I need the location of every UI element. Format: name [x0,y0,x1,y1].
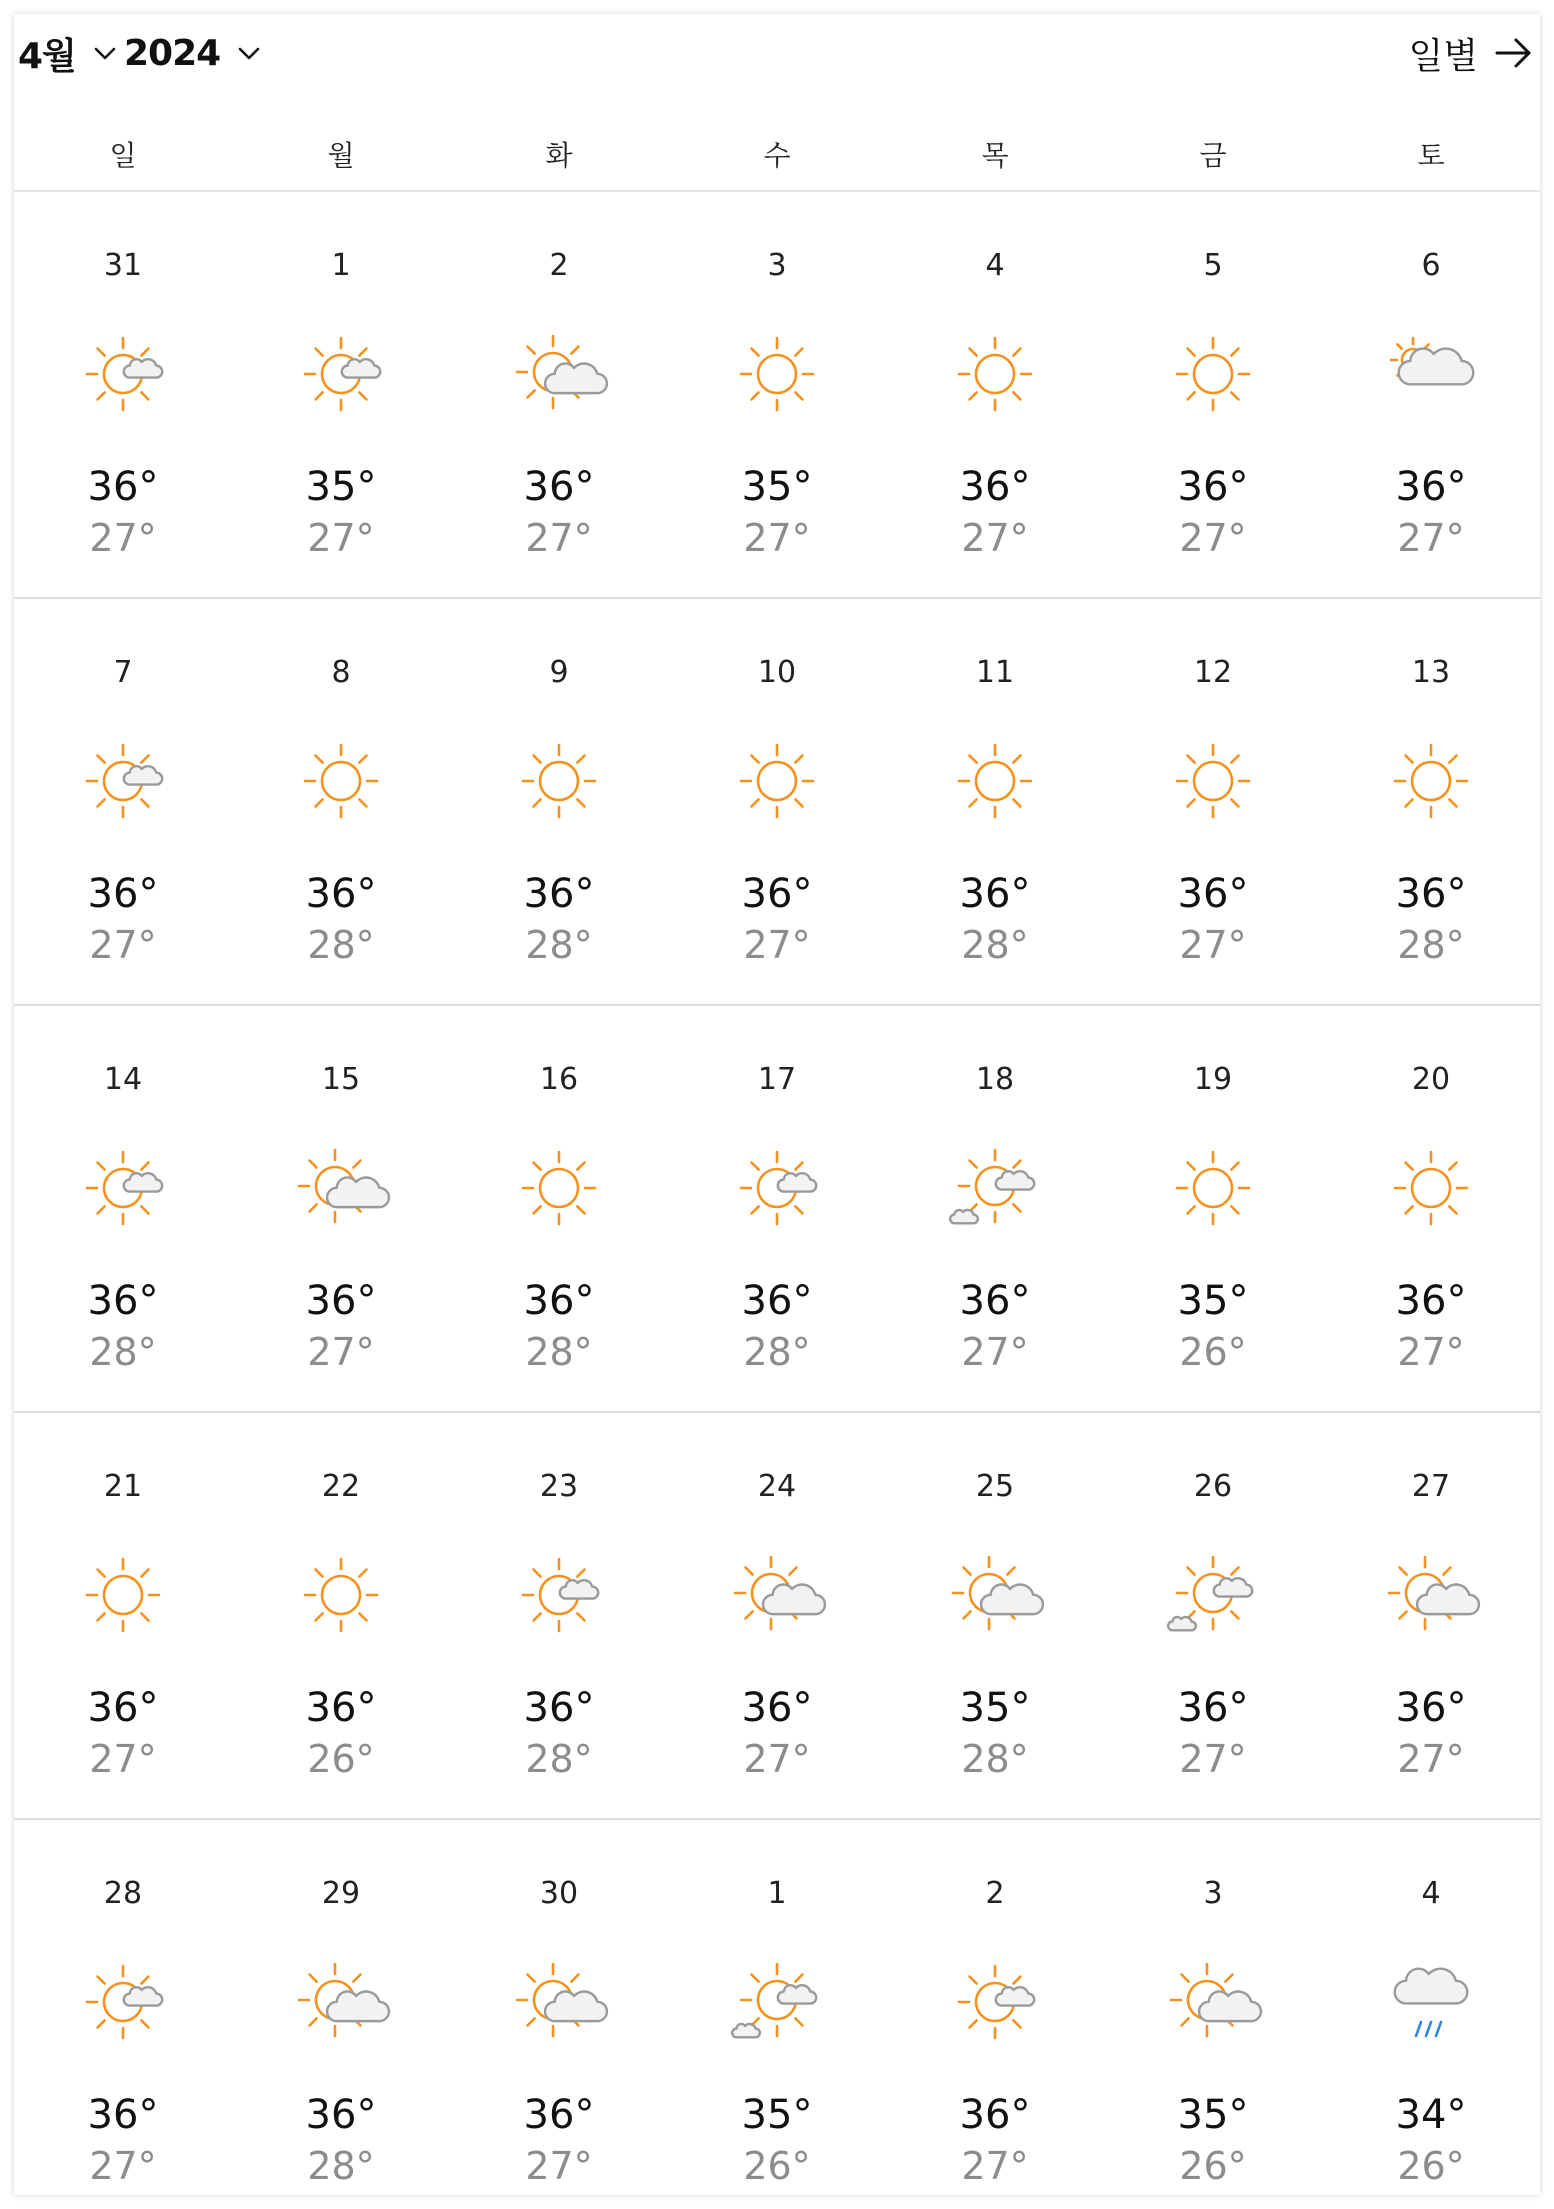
day-cell[interactable] [14,599,232,1004]
day-date: 21 [103,1469,143,1504]
day-date: 16 [539,1062,579,1097]
day-date: 7 [113,655,133,690]
day-cell[interactable] [14,1413,232,1818]
sun-icon [1381,1138,1481,1238]
high-temp: 36° [1177,464,1249,510]
sun-small-cloud-icon [291,324,391,424]
low-temp: 27° [89,1737,157,1781]
sun-small-cloud-icon [945,1952,1045,2052]
low-temp: 27° [961,2144,1029,2188]
day-date: 26 [1193,1469,1233,1504]
low-temp: 27° [1179,516,1247,560]
high-temp: 34° [1395,2092,1467,2138]
sun-icon [509,731,609,831]
week-row [14,599,1540,1006]
sun-big-cloud-icon [509,1952,609,2052]
day-cell[interactable] [1322,1413,1540,1818]
sun-big-cloud-icon [727,1545,827,1645]
day-date: 17 [757,1062,797,1097]
day-cell[interactable] [450,599,668,1004]
day-date: 8 [331,655,351,690]
high-temp: 36° [305,2092,377,2138]
weekday-label: 토 [1417,139,1445,172]
high-temp: 35° [305,464,377,510]
calendar-grid [14,192,1540,2209]
high-temp: 36° [523,1278,595,1324]
day-cell[interactable] [886,1006,1104,1411]
daily-view-link[interactable] [1408,28,1534,78]
cloud-rain-icon [1381,1952,1481,2052]
day-date: 15 [321,1062,361,1097]
low-temp: 27° [307,1330,375,1374]
day-cell[interactable] [668,599,886,1004]
day-date: 27 [1411,1469,1451,1504]
week-row [14,1413,1540,1820]
high-temp: 36° [305,1685,377,1731]
high-temp: 35° [959,1685,1031,1731]
high-temp: 36° [305,871,377,917]
day-cell[interactable] [1104,1413,1322,1818]
high-temp: 35° [741,2092,813,2138]
day-date: 23 [539,1469,579,1504]
day-cell[interactable] [668,1413,886,1818]
low-temp: 26° [1179,2144,1247,2188]
sun-icon [945,324,1045,424]
day-cell[interactable] [232,1413,450,1818]
low-temp: 28° [961,923,1029,967]
high-temp: 35° [1177,2092,1249,2138]
year-label: 2024 [124,32,221,74]
low-temp: 27° [961,1330,1029,1374]
high-temp: 36° [523,1685,595,1731]
day-cell[interactable] [668,1820,886,2209]
day-date: 28 [103,1876,143,1911]
low-temp: 28° [89,1330,157,1374]
low-temp: 28° [525,923,593,967]
high-temp: 36° [523,464,595,510]
day-cell[interactable] [450,1413,668,1818]
month-label: 4월 [18,35,76,77]
day-date: 19 [1193,1062,1233,1097]
day-date: 11 [975,655,1015,690]
high-temp: 36° [1395,1685,1467,1731]
weekday-label: 수 [763,139,791,172]
day-cell[interactable] [14,192,232,597]
day-cell[interactable] [450,1006,668,1411]
high-temp: 36° [305,1278,377,1324]
low-temp: 27° [525,516,593,560]
sun-icon [727,324,827,424]
day-cell[interactable] [886,599,1104,1004]
calendar-card [14,14,1540,2195]
sun-small-cloud-icon [73,1138,173,1238]
sun-big-cloud-icon [291,1952,391,2052]
low-temp: 27° [1397,516,1465,560]
day-cell[interactable] [1322,192,1540,597]
day-date: 31 [103,248,143,283]
sun-big-cloud-icon [945,1545,1045,1645]
high-temp: 36° [87,464,159,510]
month-selector[interactable] [18,28,120,78]
sun-small-cloud-icon [727,1138,827,1238]
daily-view-label: 일별 [1408,35,1478,77]
low-temp: 28° [307,923,375,967]
high-temp: 36° [1395,1278,1467,1324]
day-date: 30 [539,1876,579,1911]
chevron-down-icon [90,38,120,68]
sun-small-cloud-icon [73,324,173,424]
high-temp: 36° [741,1685,813,1731]
day-date: 13 [1411,655,1451,690]
weekday-label: 목 [981,139,1009,172]
high-temp: 36° [959,1278,1031,1324]
sun-small-cloud-icon [73,1952,173,2052]
chevron-down-icon [234,38,264,68]
day-cell[interactable] [1104,599,1322,1004]
day-cell[interactable] [450,192,668,597]
sun-big-cloud-icon [1163,1952,1263,2052]
sun-two-clouds-icon [727,1952,827,2052]
sun-small-cloud-icon [509,1545,609,1645]
day-cell[interactable] [14,1006,232,1411]
day-date: 12 [1193,655,1233,690]
calendar-header [14,14,1540,88]
day-date: 5 [1203,248,1223,283]
low-temp: 27° [1179,1737,1247,1781]
weekday-label: 월 [327,139,355,172]
low-temp: 27° [525,2144,593,2188]
day-cell[interactable] [1104,1820,1322,2209]
day-date: 3 [767,248,787,283]
day-cell[interactable] [886,1820,1104,2209]
weekday-label: 일 [109,139,137,172]
high-temp: 36° [1177,871,1249,917]
low-temp: 27° [1179,923,1247,967]
low-temp: 26° [1179,1330,1247,1374]
high-temp: 36° [87,1685,159,1731]
day-date: 9 [549,655,569,690]
low-temp: 27° [743,516,811,560]
high-temp: 36° [87,1278,159,1324]
day-date: 1 [767,1876,787,1911]
low-temp: 28° [1397,923,1465,967]
low-temp: 28° [525,1330,593,1374]
sun-icon [509,1138,609,1238]
sun-two-clouds-icon [945,1138,1045,1238]
week-row [14,192,1540,599]
low-temp: 27° [89,923,157,967]
high-temp: 36° [523,871,595,917]
day-cell[interactable] [232,1006,450,1411]
low-temp: 27° [1397,1737,1465,1781]
day-date: 18 [975,1062,1015,1097]
day-date: 10 [757,655,797,690]
day-date: 20 [1411,1062,1451,1097]
day-date: 4 [1421,1876,1441,1911]
day-cell[interactable] [1322,1820,1540,2209]
sun-big-cloud-icon [1381,1545,1481,1645]
day-cell[interactable] [886,192,1104,597]
day-cell[interactable] [668,192,886,597]
day-date: 29 [321,1876,361,1911]
sun-icon [945,731,1045,831]
sun-icon [73,1545,173,1645]
low-temp: 28° [525,1737,593,1781]
low-temp: 27° [89,516,157,560]
day-date: 3 [1203,1876,1223,1911]
day-date: 6 [1421,248,1441,283]
low-temp: 28° [743,1330,811,1374]
weekday-label: 금 [1199,139,1227,172]
day-cell[interactable] [1322,599,1540,1004]
day-cell[interactable] [886,1413,1104,1818]
day-cell[interactable] [232,1820,450,2209]
low-temp: 26° [307,1737,375,1781]
sun-icon [291,731,391,831]
low-temp: 27° [307,516,375,560]
day-date: 24 [757,1469,797,1504]
weekday-label: 화 [545,139,573,172]
low-temp: 28° [307,2144,375,2188]
weekday-header-row [14,126,1540,186]
high-temp: 36° [87,871,159,917]
low-temp: 26° [1397,2144,1465,2188]
high-temp: 36° [959,871,1031,917]
low-temp: 27° [743,1737,811,1781]
week-row [14,1820,1540,2209]
sun-icon [727,731,827,831]
low-temp: 27° [961,516,1029,560]
day-date: 22 [321,1469,361,1504]
high-temp: 36° [1395,871,1467,917]
high-temp: 36° [87,2092,159,2138]
high-temp: 36° [959,464,1031,510]
high-temp: 36° [959,2092,1031,2138]
low-temp: 28° [961,1737,1029,1781]
day-date: 14 [103,1062,143,1097]
low-temp: 27° [1397,1330,1465,1374]
sun-big-cloud-icon [509,324,609,424]
day-date: 1 [331,248,351,283]
day-cell[interactable] [450,1820,668,2209]
day-cell[interactable] [1104,1006,1322,1411]
sun-small-cloud-icon [73,731,173,831]
sun-icon [1163,731,1263,831]
low-temp: 27° [743,923,811,967]
day-cell[interactable] [1104,192,1322,597]
day-date: 2 [985,1876,1005,1911]
high-temp: 36° [1395,464,1467,510]
low-temp: 26° [743,2144,811,2188]
day-date: 4 [985,248,1005,283]
day-date: 25 [975,1469,1015,1504]
sun-two-clouds-icon [1163,1545,1263,1645]
cloud-sun-behind-icon [1381,324,1481,424]
high-temp: 36° [523,2092,595,2138]
day-cell[interactable] [14,1820,232,2209]
sun-icon [291,1545,391,1645]
high-temp: 36° [1177,1685,1249,1731]
sun-icon [1163,1138,1263,1238]
sun-icon [1381,731,1481,831]
day-date: 2 [549,248,569,283]
day-cell[interactable] [668,1006,886,1411]
high-temp: 36° [741,871,813,917]
high-temp: 36° [741,1278,813,1324]
low-temp: 27° [89,2144,157,2188]
year-selector[interactable] [124,28,264,78]
arrow-right-icon [1494,35,1534,71]
week-row [14,1006,1540,1413]
sun-icon [1163,324,1263,424]
high-temp: 35° [741,464,813,510]
day-cell[interactable] [232,192,450,597]
day-cell[interactable] [1322,1006,1540,1411]
sun-big-cloud-icon [291,1138,391,1238]
high-temp: 35° [1177,1278,1249,1324]
day-cell[interactable] [232,599,450,1004]
